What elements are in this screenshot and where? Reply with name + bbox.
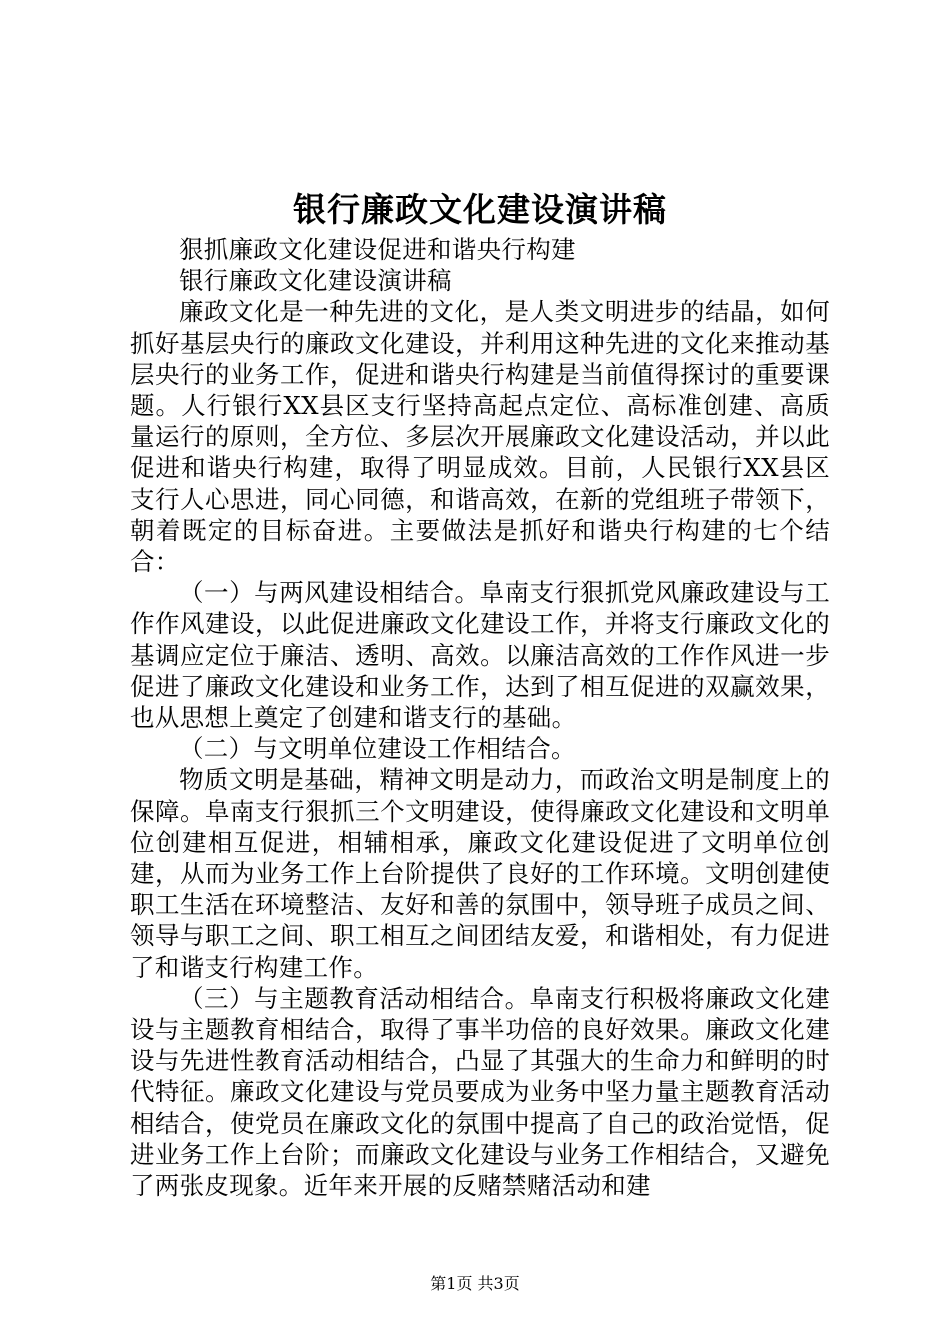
body-paragraph: （一）与两风建设相结合。阜南支行狠抓党风廉政建设与工作作风建设，以此促进廉政文化建设工作，并将支行廉政文化的基调应定位于廉洁、透明、高效。以廉洁高效的工作作风进一步促进了廉政文化建设和业务工作，达到了相互促进的双赢效果，也从思想上奠定了创建和谐支行的基础。 <box>130 578 830 733</box>
document-title: 银行廉政文化建设演讲稿 <box>293 190 667 229</box>
body-paragraph: 物质文明是基础，精神文明是动力，而政治文明是制度上的保障。阜南支行狠抓三个文明建设，使得廉政文化建设和文明单位创建相互促进，相辅相承，廉政文化建设促进了文明单位创建，从而为业务工作上台阶提供了良好的工作环境。文明创建使职工生活在环境整洁、友好和善的氛围中，领导班子成员之间、领导与职工之间、职工相互之间团结友爱，和谐相处，有力促进了和谐支行构建工作。 <box>130 765 830 982</box>
body-paragraph: 廉政文化是一种先进的文化，是人类文明进步的结晶，如何抓好基层央行的廉政文化建设，并利用这种先进的文化来推动基层央行的业务工作，促进和谐央行构建是当前值得探讨的重要课题。人行银行XX县区支行坚持高起点定位、高标准创建、高质量运行的原则，全方位、多层次开展廉政文化建设活动，并以此促进和谐央行构建，取得了明显成效。目前，人民银行XX县区支行人心思进，同心同德，和谐高效，在新的党组班子带领下，朝着既定的目标奋进。主要做法是抓好和谐央行构建的七个结合： <box>130 297 830 577</box>
body-paragraph: （二）与文明单位建设工作相结合。 <box>179 734 576 764</box>
document-body <box>130 234 830 1201</box>
body-paragraph: （三）与主题教育活动相结合。阜南支行积极将廉政文化建设与主题教育相结合，取得了事半功倍的良好效果。廉政文化建设与先进性教育活动相结合，凸显了其强大的生命力和鲜明的时代特征。廉政文化建设与党员要成为业务中坚力量主题教育活动相结合，使党员在廉政文化的氛围中提高了自己的政治觉悟，促进业务工作上台阶；而廉政文化建设与业务工作相结合，又避免了两张皮现象。近年来开展的反赌禁赌活动和建 <box>130 983 830 1201</box>
subtitle-paragraph: 狠抓廉政文化建设促进和谐央行构建 <box>179 235 576 264</box>
page-footer: 第1页 共3页 <box>430 1274 520 1293</box>
subtitle-paragraph: 银行廉政文化建设演讲稿 <box>179 266 452 296</box>
